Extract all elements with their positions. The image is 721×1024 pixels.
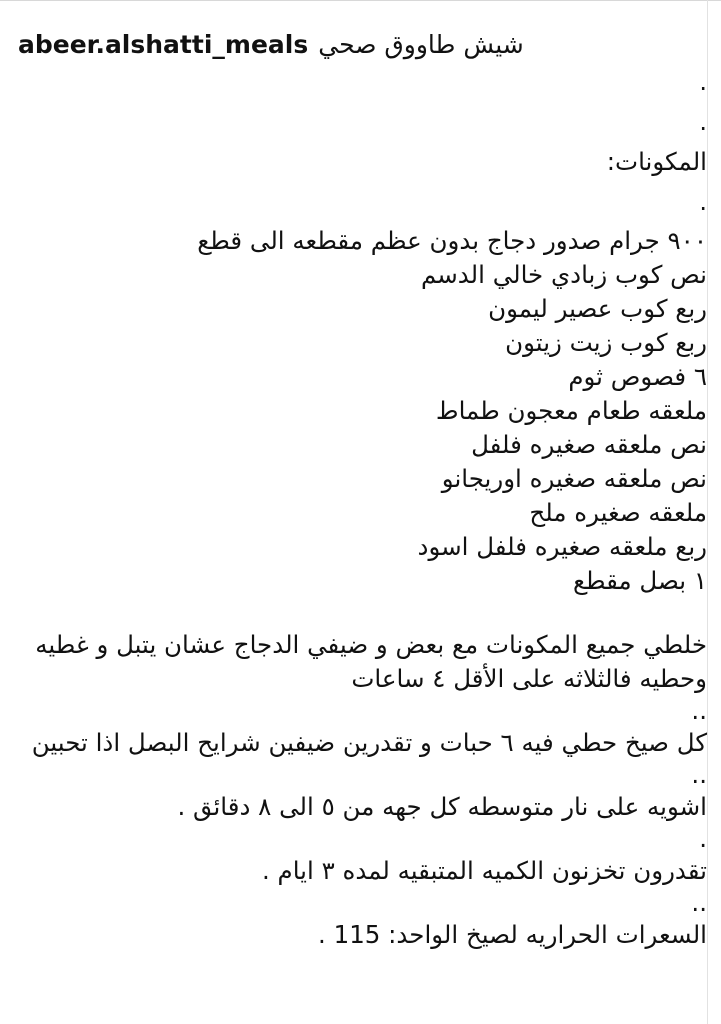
- ingredient-item: ملعقه صغيره ملح: [529, 498, 707, 527]
- ingredient-item: ملعقه طعام معجون طماط: [435, 396, 707, 425]
- ingredient-item: ٦ فصوص ثوم: [568, 362, 707, 391]
- ingredient-item: ٩٠٠ جرام صدور دجاج بدون عظم مقطعه الى قطع: [197, 226, 707, 255]
- instruction-step: خلطي جميع المكونات مع بعض و ضيفي الدجاج عشان يتبل و غطيه وحطيه فالثلاثه على الأقل ٤ ساعات: [35, 630, 707, 693]
- calories-line: السعرات الحراريه لصيخ الواحد: 115 .: [318, 920, 707, 949]
- ingredients-list: [18, 224, 707, 598]
- post-title: شيش طاووق صحي: [318, 29, 524, 59]
- ingredient-item: نص ملعقه صغيره فلفل: [471, 430, 707, 459]
- username-link[interactable]: abeer.alshatti_meals: [18, 29, 309, 59]
- separator-dot: .: [699, 188, 707, 216]
- separator-dot: .: [699, 68, 707, 96]
- ingredients-heading: المكونات:: [606, 147, 707, 176]
- post-header: [18, 24, 524, 64]
- ingredient-item: نص ملعقه صغيره اوريجانو: [441, 464, 707, 493]
- separator-dot: ..: [691, 696, 707, 725]
- separator-dot: .: [699, 108, 707, 136]
- instruction-step: اشويه على نار متوسطه كل جهه من ٥ الى ٨ دقائق .: [177, 792, 707, 821]
- spacer: [18, 598, 707, 628]
- ingredient-item: نص كوب زبادي خالي الدسم: [420, 260, 707, 289]
- instruction-step: كل صيخ حطي فيه ٦ حبات و تقدرين ضيفين شرايح البصل اذا تحبين: [31, 728, 707, 757]
- caption-body: [18, 62, 707, 952]
- separator-dot: ..: [691, 888, 707, 917]
- instruction-step: تقدرون تخزنون الكميه المتبقيه لمده ٣ ايام .: [261, 856, 707, 885]
- ingredient-item: ربع ملعقه صغيره فلفل اسود: [417, 532, 707, 561]
- ingredient-item: ١ بصل مقطع: [572, 566, 707, 595]
- ingredient-item: ربع كوب زيت زيتون: [505, 328, 707, 357]
- right-divider: [707, 0, 708, 1024]
- separator-dot: .: [699, 824, 707, 853]
- ingredient-item: ربع كوب عصير ليمون: [488, 294, 707, 323]
- separator-dot: ..: [691, 760, 707, 789]
- top-divider: [0, 0, 721, 1]
